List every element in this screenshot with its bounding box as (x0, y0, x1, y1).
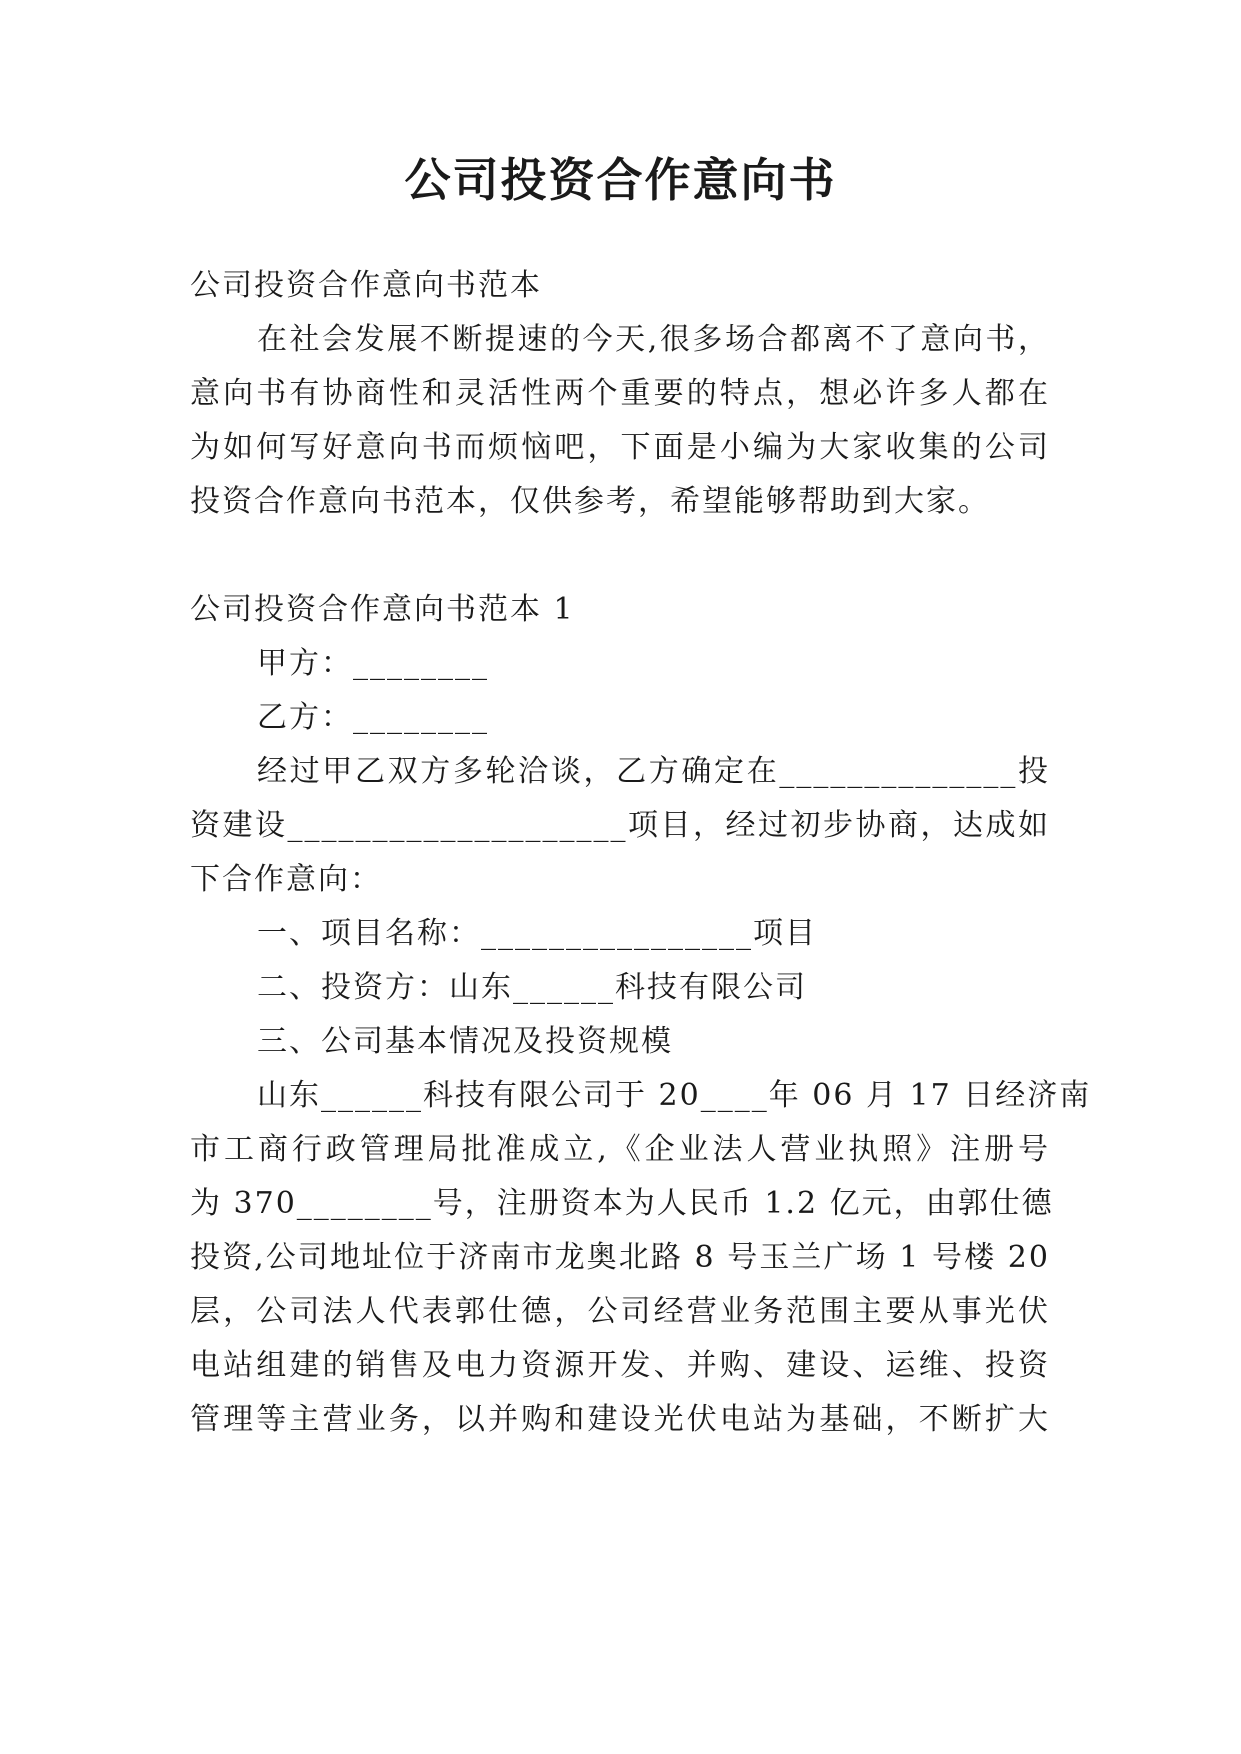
clause-company-info-heading: 三、公司基本情况及投资规模 (257, 1024, 673, 1059)
paragraph-line: 为 370________号，注册资本为人民币 1.2 亿元，由郭仕德 (190, 1186, 1054, 1221)
paragraph-line: 投资,公司地址位于济南市龙奥北路 8 号玉兰广场 1 号楼 20 (190, 1240, 1050, 1275)
paragraph-line: 山东______科技有限公司于 20____年 06 月 17 日经济南 (257, 1078, 1092, 1113)
paragraph-line: 市工商行政管理局批准成立,《企业法人营业执照》注册号 (190, 1132, 1050, 1167)
paragraph-line: 电站组建的销售及电力资源开发、并购、建设、运维、投资 (190, 1348, 1050, 1383)
paragraph-line: 投资合作意向书范本，仅供参考，希望能够帮助到大家。 (190, 484, 990, 519)
paragraph-line: 经过甲乙双方多轮洽谈，乙方确定在______________投 (257, 754, 1050, 789)
section-heading-sample-1: 公司投资合作意向书范本 1 (190, 592, 575, 627)
clause-investor: 二、投资方：山东______科技有限公司 (257, 970, 807, 1005)
paragraph-line: 资建设____________________项目，经过初步协商，达成如 (190, 808, 1050, 843)
paragraph-line: 在社会发展不断提速的今天,很多场合都离不了意向书， (257, 322, 1050, 357)
paragraph-line: 为如何写好意向书而烦恼吧，下面是小编为大家收集的公司 (190, 430, 1050, 465)
paragraph-line: 层，公司法人代表郭仕德，公司经营业务范围主要从事光伏 (190, 1294, 1050, 1329)
party-b-line: 乙方：________ (257, 700, 489, 735)
section-heading-intro: 公司投资合作意向书范本 (190, 268, 542, 303)
party-a-line: 甲方：________ (257, 646, 489, 681)
paragraph-line: 管理等主营业务，以并购和建设光伏电站为基础，不断扩大 (190, 1402, 1050, 1437)
paragraph-line: 下合作意向： (190, 862, 382, 897)
paragraph-line: 意向书有协商性和灵活性两个重要的特点，想必许多人都在 (190, 376, 1050, 411)
document-title: 公司投资合作意向书 (404, 153, 837, 207)
clause-project-name: 一、项目名称：________________项目 (257, 916, 817, 951)
